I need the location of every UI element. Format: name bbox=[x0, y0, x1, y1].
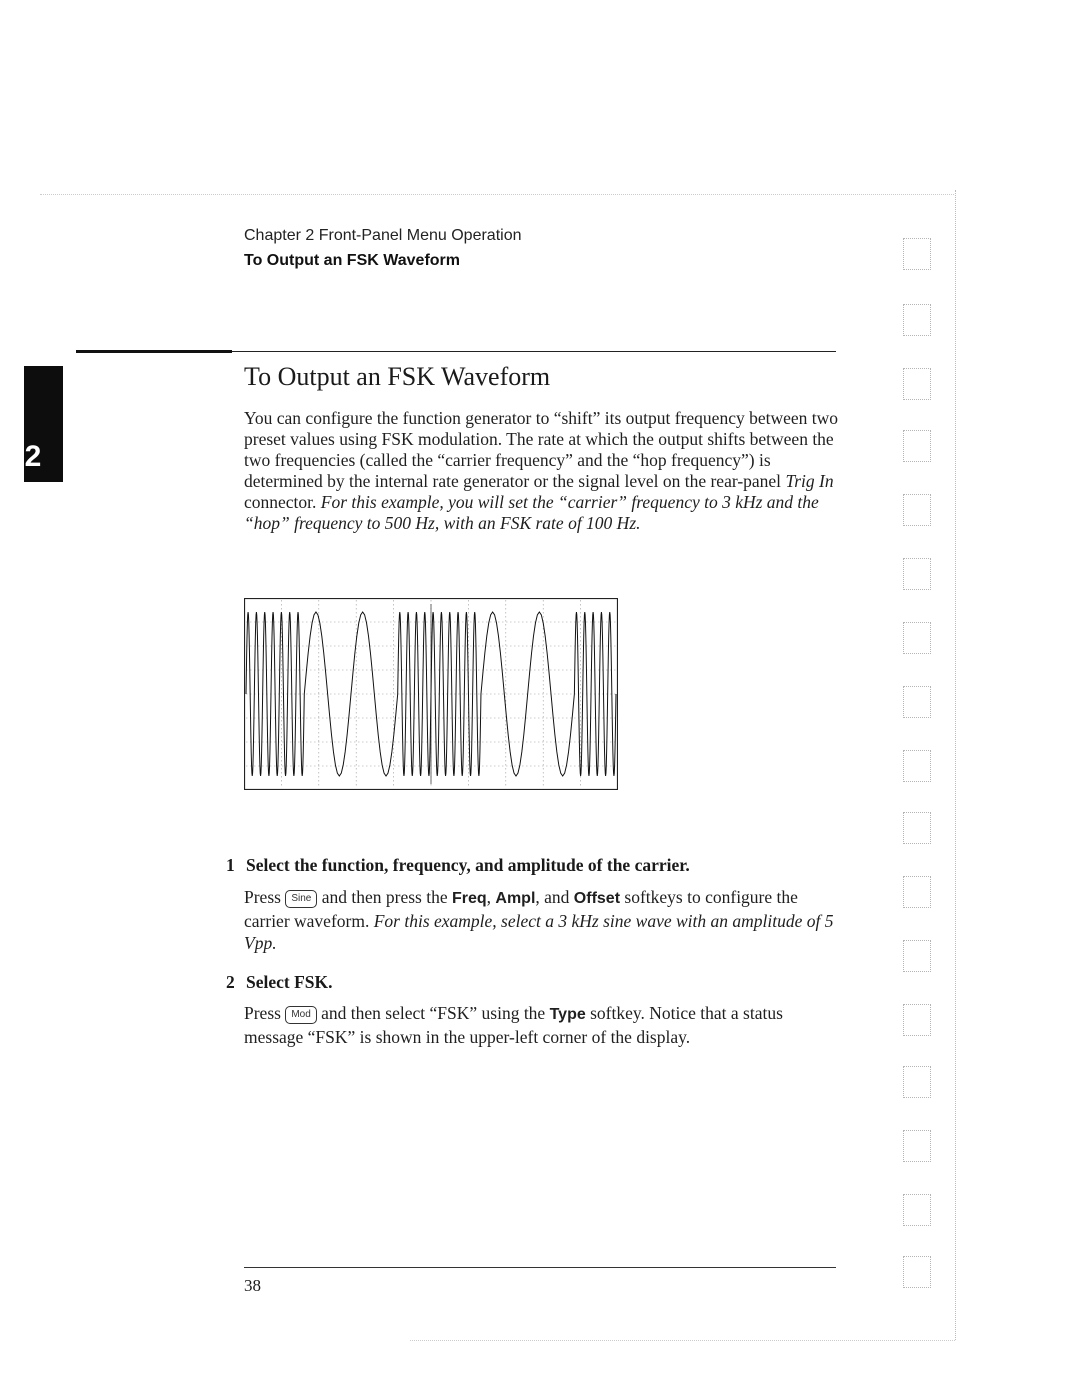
margin-tab-guide bbox=[903, 750, 931, 782]
margin-tab-guide bbox=[903, 1256, 931, 1288]
margin-tab-guide bbox=[903, 558, 931, 590]
margin-tab-guide bbox=[903, 876, 931, 908]
scan-edge-top bbox=[40, 194, 954, 195]
section-title: To Output an FSK Waveform bbox=[244, 362, 551, 391]
margin-tab-guide bbox=[903, 622, 931, 654]
margin-tab-guide bbox=[903, 238, 931, 270]
softkey-ampl: Ampl bbox=[495, 890, 536, 907]
running-header-chapter: Chapter 2 Front-Panel Menu Operation bbox=[244, 227, 522, 244]
section-rule bbox=[232, 351, 836, 352]
step-2-heading: Select FSK. bbox=[246, 972, 333, 992]
step-1-example: For this example, select a 3 kHz sine wave with an amplitude of 5 Vpp. bbox=[244, 911, 834, 953]
fsk-waveform-figure bbox=[244, 598, 618, 790]
chapter-tab-number: 2 bbox=[24, 440, 42, 473]
margin-tab-guide bbox=[903, 1066, 931, 1098]
margin-tab-guide bbox=[903, 812, 931, 844]
scan-edge-right bbox=[955, 190, 957, 1340]
margin-tab-guide bbox=[903, 1194, 931, 1226]
margin-tab-guide bbox=[903, 368, 931, 400]
margin-tab-guide bbox=[903, 686, 931, 718]
sine-key: Sine bbox=[285, 890, 317, 908]
intro-text-2: connector. bbox=[244, 492, 321, 512]
margin-tab-guide bbox=[903, 1004, 931, 1036]
margin-tab-guide bbox=[903, 494, 931, 526]
step-1-body: Press Sine and then press the Freq, Ampl, and Offset softkeys to configure the carrier waveform. For this example, select a 3 kHz sine wave with an amplitude of 5 Vpp. bbox=[244, 887, 834, 953]
mod-key: Mod bbox=[285, 1006, 316, 1024]
margin-tab-guide bbox=[903, 940, 931, 972]
margin-tab-guide bbox=[903, 430, 931, 462]
softkey-type: Type bbox=[549, 1006, 586, 1023]
step-2-body: Press Mod and then select “FSK” using the Type softkey. Notice that a status message “FSK” is shown in the upper-left corner of the display. bbox=[244, 1003, 783, 1047]
footer-rule bbox=[244, 1267, 836, 1268]
softkey-offset: Offset bbox=[573, 890, 621, 907]
running-header-section: To Output an FSK Waveform bbox=[244, 252, 460, 269]
trig-in-term: Trig In bbox=[785, 471, 834, 491]
step-1-heading: Select the function, frequency, and amplitude of the carrier. bbox=[246, 855, 690, 875]
margin-tab-guide bbox=[903, 304, 931, 336]
step-2-number: 2 bbox=[226, 972, 235, 992]
intro-paragraph bbox=[244, 408, 844, 534]
intro-example: For this example, you will set the “carrier” frequency to 3 kHz and the “hop” frequency to 500 Hz, with an FSK rate of 100 Hz. bbox=[244, 492, 819, 533]
page-number: 38 bbox=[244, 1276, 261, 1295]
softkey-freq: Freq bbox=[451, 890, 487, 907]
scan-edge-bottom bbox=[410, 1340, 955, 1341]
margin-tab-guide bbox=[903, 1130, 931, 1162]
step-1-number: 1 bbox=[226, 855, 235, 875]
intro-text-1: You can configure the function generator to “shift” its output frequency between two preset values using FSK modulation. The rate at which the output shifts between the two frequencies (called the “carrier frequency” and the “hop frequency”) is determined by the internal rate generator or the signal level on the rear-panel bbox=[244, 408, 839, 491]
section-rule-thick bbox=[76, 350, 232, 353]
